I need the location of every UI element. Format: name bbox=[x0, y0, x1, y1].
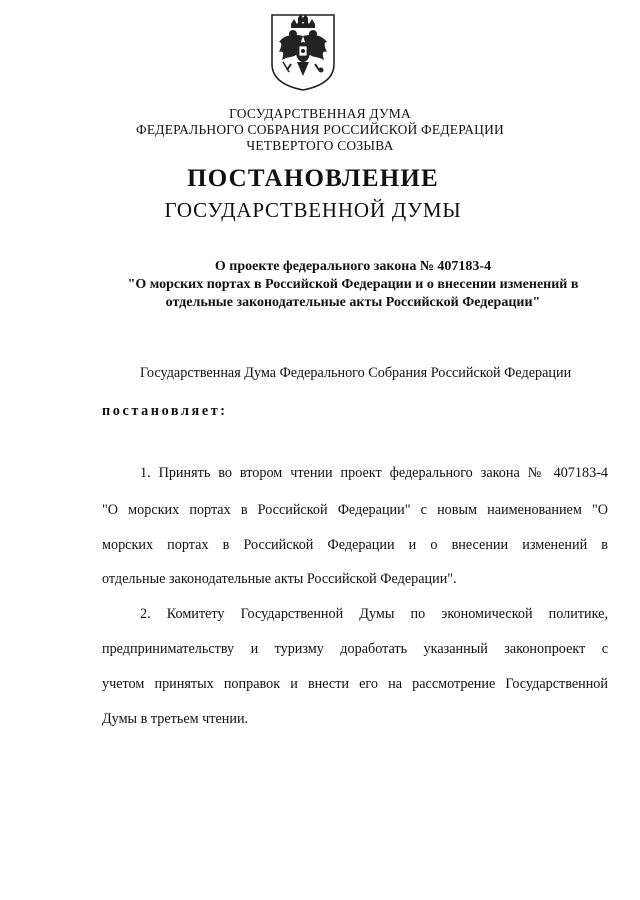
decree-word: постановляет: bbox=[102, 403, 228, 419]
paragraph-1-line-1: 1. Принять во втором чтении проект федерального закона № 407183-4 bbox=[140, 465, 608, 481]
coat-of-arms-icon bbox=[269, 12, 337, 92]
subject-line-3: отдельные законодательные акты Российской Федерации" bbox=[165, 295, 541, 310]
paragraph-2-line-2: предпринимательству и туризму доработать указанный законопроект с bbox=[102, 641, 608, 657]
paragraph-2-line-3: учетом принятых поправок и внести его на рассмотрение Государственной bbox=[102, 676, 608, 692]
subject-line-2: "О морских портах в Российской Федерации и о внесении изменений в bbox=[127, 277, 579, 292]
paragraph-1-line-2: "О морских портах в Российской Федерации" с новым наименованием "О bbox=[102, 502, 608, 518]
org-line-2: ФЕДЕРАЛЬНОГО СОБРАНИЯ РОССИЙСКОЙ ФЕДЕРАЦИИ bbox=[136, 122, 504, 137]
org-line-3: ЧЕТВЕРТОГО СОЗЫВА bbox=[246, 138, 394, 153]
paragraph-2-line-1: 2. Комитету Государственной Думы по экономической политике, bbox=[140, 606, 608, 622]
document-title: ПОСТАНОВЛЕНИЕ bbox=[187, 165, 439, 192]
document-subtitle: ГОСУДАРСТВЕННОЙ ДУМЫ bbox=[164, 198, 462, 222]
preamble: Государственная Дума Федерального Собрания Российской Федерации bbox=[140, 365, 572, 381]
paragraph-2-line-4: Думы в третьем чтении. bbox=[102, 711, 249, 727]
paragraph-1-line-3: морских портах в Российской Федерации и о внесении изменений в bbox=[102, 537, 608, 553]
subject-line-1: О проекте федерального закона № 407183-4 bbox=[214, 259, 492, 274]
org-line-1: ГОСУДАРСТВЕННАЯ ДУМА bbox=[229, 106, 411, 121]
paragraph-1-line-4: отдельные законодательные акты Российской Федерации". bbox=[102, 571, 457, 587]
